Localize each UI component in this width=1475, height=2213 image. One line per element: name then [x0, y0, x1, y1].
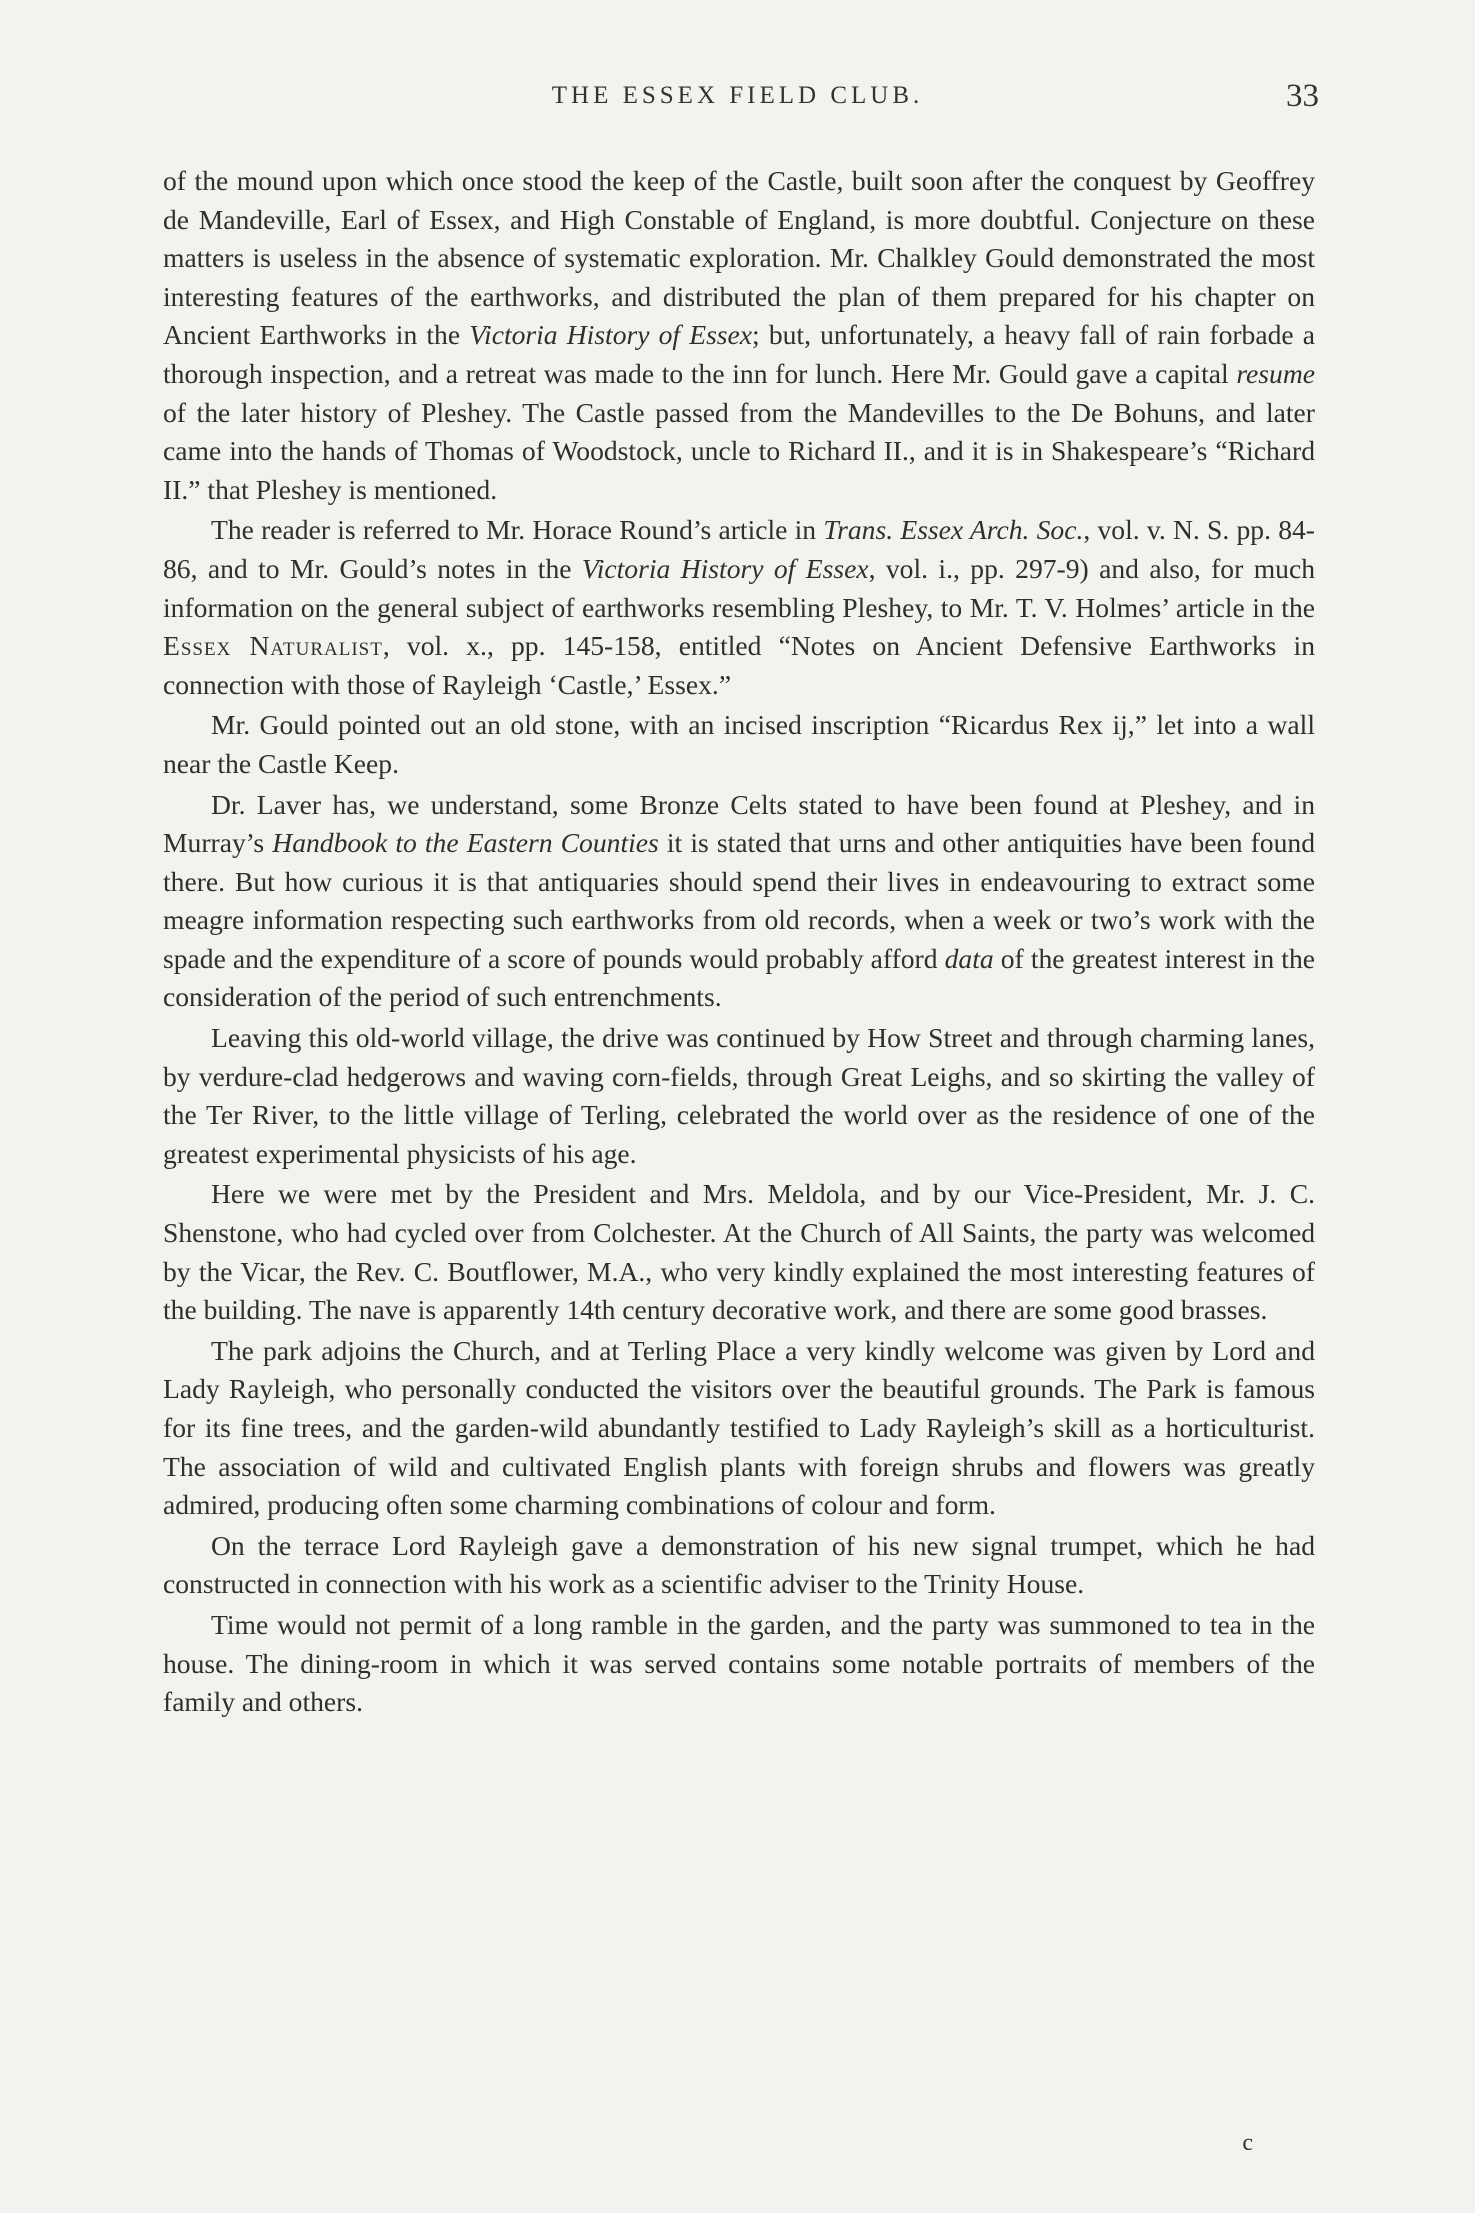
body-text — [163, 162, 1315, 1724]
page-number: 33 — [1286, 78, 1319, 114]
italic-term: resume — [1236, 357, 1315, 389]
text-run: of the mound upon which once stood the keep of the Castle, built soon after the conquest by Geoffrey de Mandeville, Earl of Essex, and High Constable of England, is more doubtful. Conjecture on these matters is useless in the absence of systematic exploration. Mr. Chalkley Gould demonstrated the most interesting features of the earthworks, and distributed the plan of them prepared for his chapter on Ancient Earthworks in the — [163, 165, 1315, 351]
paragraph-8: On the terrace Lord Rayleigh gave a demonstration of his new signal trumpet, which he had constructed in connection with his work as a scientific adviser to the Trinity House. — [163, 1529, 1315, 1600]
italic-term: data — [944, 942, 994, 974]
text-run: , vol. i., pp. 297-9) and also, for much information on the general subject of earthworks resembling Pleshey, to Mr. T. V. Holmes’ article in the — [163, 552, 1315, 623]
paragraph-4 — [163, 786, 1315, 1018]
page-header — [0, 78, 1475, 118]
text-run: it is stated that urns and other antiquities have been found there. But how curious it is that antiquaries should spend their lives in endeavouring to extract some meagre information respecting such earthworks from old records, when a week or two’s work with the spade and the expenditure of a score of pounds would probably afford — [163, 827, 1315, 974]
italic-title: Victoria History of Essex — [581, 552, 869, 584]
text-run: of the later history of Pleshey. The Castle passed from the Mandevilles to the De Bohuns, and later came into the hands of Thomas of Woodstock, uncle to Richard II., and it is in Shakespeare’s “Richard II.” that Pleshey is mentioned. — [163, 396, 1315, 505]
italic-title: Trans. Essex Arch. Soc. — [823, 514, 1084, 546]
italic-title: Victoria History of Essex — [469, 319, 753, 351]
text-run: , vol. x., pp. 145-158, entitled “Notes on Ancient Defensive Earthworks in connection with those of Rayleigh ‘Castle,’ Essex.” — [163, 630, 1315, 700]
paragraph-7: The park adjoins the Church, and at Terling Place a very kindly welcome was given by Lord and Lady Rayleigh, who personally conducted the visitors over the beautiful grounds. The Park is famous for its fine trees, and the garden-wild abundantly testified to Lady Rayleigh’s skill as a horticulturist. The association of wild and cultivated English plants with foreign shrubs and flowers was greatly admired, producing often some charming combinations of colour and form. — [163, 1334, 1315, 1521]
text-run: , vol. v. N. S. pp. 84-86, and to Mr. Gould’s notes in the — [163, 514, 1315, 584]
paragraph-5: Leaving this old-world village, the drive was continued by How Street and through charming lanes, by verdure-clad hedgerows and waving corn-fields, through Great Leighs, and so skirting the valley of the Ter River, to the little village of Terling, celebrated the world over as the residence of one of the greatest experimental physicists of his age. — [163, 1022, 1315, 1169]
signature-mark: c — [1242, 2130, 1253, 2156]
paragraph-9: Time would not permit of a long ramble in the garden, and the party was summoned to tea in the house. The dining-room in which it was served contains some notable portraits of members of the family and others. — [163, 1608, 1315, 1718]
text-run: of the greatest interest in the consideration of the period of such entrenchments. — [163, 942, 1315, 1013]
italic-title: Handbook to the Eastern Counties — [272, 827, 659, 859]
text-run: The reader is referred to Mr. Horace Round’s article in — [211, 514, 824, 546]
paragraph-6: Here we were met by the President and Mrs. Meldola, and by our Vice-President, Mr. J. C. Shenstone, who had cycled over from Colchester. At the Church of All Saints, the party was welcomed by the Vicar, the Rev. C. Boutflower, M.A., who very kindly explained the most interesting features of the building. The nave is apparently 14th century decorative work, and there are some good brasses. — [163, 1178, 1315, 1326]
paragraph-3: Mr. Gould pointed out an old stone, with an incised inscription “Ricardus Rex ij,” let into a wall near the Castle Keep. — [163, 709, 1315, 779]
small-caps-title: Essex Naturalist — [163, 630, 383, 662]
paragraph-2 — [163, 511, 1315, 704]
text-run: ; but, unfortunately, a heavy fall of rain forbade a thorough inspection, and a retreat was made to the inn for lunch. Here Mr. Gould gave a capital — [163, 319, 1316, 389]
text-run: Dr. Laver has, we understand, some Bronze Celts stated to have been found at Pleshey, and in Murray’s — [163, 788, 1315, 859]
paragraph-1 — [163, 162, 1315, 509]
running-title: THE ESSEX FIELD CLUB. — [551, 82, 924, 109]
